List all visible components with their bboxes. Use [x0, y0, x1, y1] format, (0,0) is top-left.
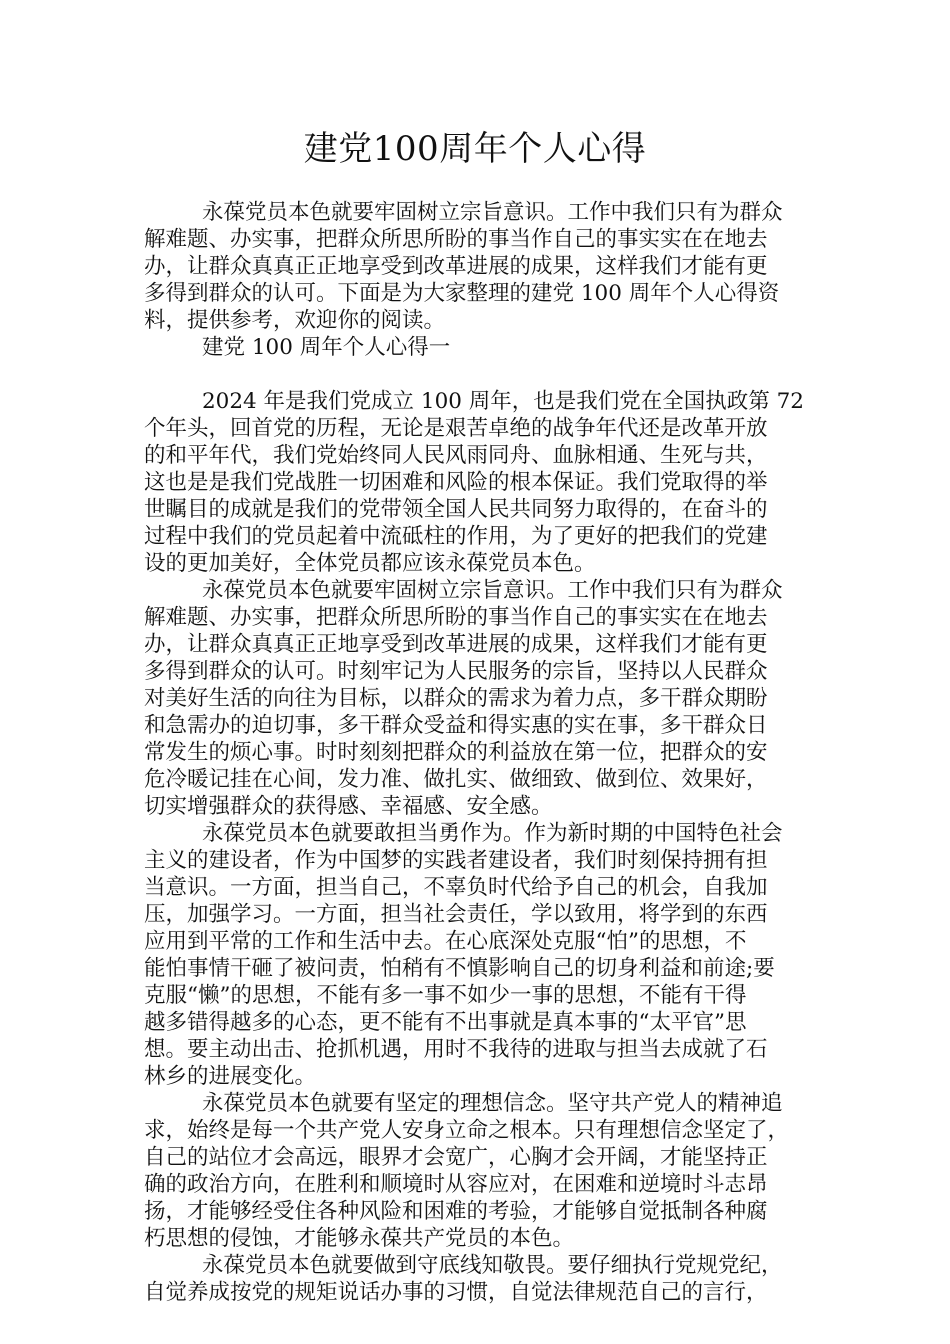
paragraph-line: 自己的站位才会高远，眼界才会宽广，心胸才会开阔，才能坚持正 — [144, 1145, 768, 1170]
paragraph-line: 永葆党员本色就要牢固树立宗旨意识。工作中我们只有为群众 — [202, 578, 783, 603]
blank-line — [144, 361, 824, 388]
paragraph-line: 危冷暖记挂在心间，发力准、做扎实、做细致、做到位、效果好， — [144, 767, 768, 792]
paragraph — [144, 820, 824, 1090]
paragraph-line: 朽思想的侵蚀，才能够永葆共产党员的本色。 — [144, 1226, 575, 1251]
paragraph-line: 永葆党员本色就要牢固树立宗旨意识。工作中我们只有为群众 — [202, 200, 783, 225]
paragraph-line: 和急需办的迫切事，多干群众受益和得实惠的实在事，多干群众日 — [144, 713, 768, 738]
paragraph — [144, 1090, 824, 1252]
paragraph-line: 设的更加美好，全体党员都应该永葆党员本色。 — [144, 551, 596, 576]
paragraph-line: 压，加强学习。一方面，担当社会责任，学以致用，将学到的东西 — [144, 902, 768, 927]
paragraph-line: 永葆党员本色就要有坚定的理想信念。坚守共产党人的精神追 — [202, 1091, 783, 1116]
paragraph-line: 这也是是我们党战胜一切困难和风险的根本保证。我们党取得的举 — [144, 470, 768, 495]
paragraph-line: 永葆党员本色就要做到守底线知敬畏。要仔细执行党规党纪， — [202, 1253, 783, 1278]
document-title: 建党100周年个人心得 — [303, 129, 647, 169]
paragraph-line: 过程中我们的党员起着中流砥柱的作用，为了更好的把我们的党建 — [144, 524, 768, 549]
paragraph-line: 世瞩目的成就是我们的党带领全国人民共同努力取得的，在奋斗的 — [144, 497, 768, 522]
paragraph-line: 主义的建设者，作为中国梦的实践者建设者，我们时刻保持拥有担 — [144, 848, 768, 873]
paragraph-line: 建党 100 周年个人心得一 — [202, 335, 451, 360]
paragraph-line: 办，让群众真真正正地享受到改革进展的成果，这样我们才能有更 — [144, 632, 768, 657]
paragraph-line: 多得到群众的认可。下面是为大家整理的建党 100 周年个人心得资 — [144, 281, 780, 306]
paragraph-line: 解难题、办实事，把群众所思所盼的事当作自己的事实实在在地去 — [144, 605, 768, 630]
paragraph-line: 料，提供参考，欢迎你的阅读。 — [144, 308, 446, 333]
paragraph-line: 个年头，回首党的历程，无论是艰苦卓绝的战争年代还是改革开放 — [144, 416, 768, 441]
paragraph-line: 办，让群众真真正正地享受到改革进展的成果，这样我们才能有更 — [144, 254, 768, 279]
paragraph — [144, 334, 824, 361]
paragraph-line: 想。要主动出击、抢抓机遇，用时不我待的进取与担当去成就了石 — [144, 1037, 768, 1062]
paragraph-line: 应用到平常的工作和生活中去。在心底深处克服“怕”的思想，不 — [144, 929, 747, 954]
paragraph — [144, 388, 824, 577]
document-body — [144, 199, 824, 1306]
paragraph-line: 确的政治方向，在胜利和顺境时从容应对，在困难和逆境时斗志昂 — [144, 1172, 768, 1197]
paragraph-line: 的和平年代，我们党始终同人民风雨同舟、血脉相通、生死与共， — [144, 443, 768, 468]
paragraph-line: 常发生的烦心事。时时刻刻把群众的利益放在第一位，把群众的安 — [144, 740, 768, 765]
paragraph — [144, 199, 824, 334]
paragraph-line: 克服“懒”的思想，不能有多一事不如少一事的思想，不能有干得 — [144, 983, 747, 1008]
paragraph-line: 扬，才能够经受住各种风险和困难的考验，才能够自觉抵制各种腐 — [144, 1199, 768, 1224]
paragraph — [144, 577, 824, 820]
paragraph-line: 越多错得越多的心态，更不能有不出事就是真本事的“太平官”思 — [144, 1010, 747, 1035]
paragraph-line: 林乡的进展变化。 — [144, 1064, 317, 1089]
paragraph — [144, 1252, 824, 1306]
paragraph-line: 能怕事情干砸了被问责，怕稍有不慎影响自己的切身利益和前途;要 — [144, 956, 775, 981]
paragraph-line: 当意识。一方面，担当自己，不辜负时代给予自己的机会，自我加 — [144, 875, 768, 900]
paragraph-line: 求，始终是每一个共产党人安身立命之根本。只有理想信念坚定了， — [144, 1118, 790, 1143]
paragraph-line: 解难题、办实事，把群众所思所盼的事当作自己的事实实在在地去 — [144, 227, 768, 252]
paragraph-line: 永葆党员本色就要敢担当勇作为。作为新时期的中国特色社会 — [202, 821, 783, 846]
paragraph-line: 自觉养成按党的规矩说话办事的习惯，自觉法律规范自己的言行， — [144, 1280, 768, 1305]
paragraph-line: 多得到群众的认可。时刻牢记为人民服务的宗旨，坚持以人民群众 — [144, 659, 768, 684]
paragraph-line: 对美好生活的向往为目标，以群众的需求为着力点，多干群众期盼 — [144, 686, 768, 711]
paragraph-line: 2024 年是我们党成立 100 周年，也是我们党在全国执政第 72 — [202, 389, 804, 414]
paragraph-line: 切实增强群众的获得感、幸福感、安全感。 — [144, 794, 553, 819]
